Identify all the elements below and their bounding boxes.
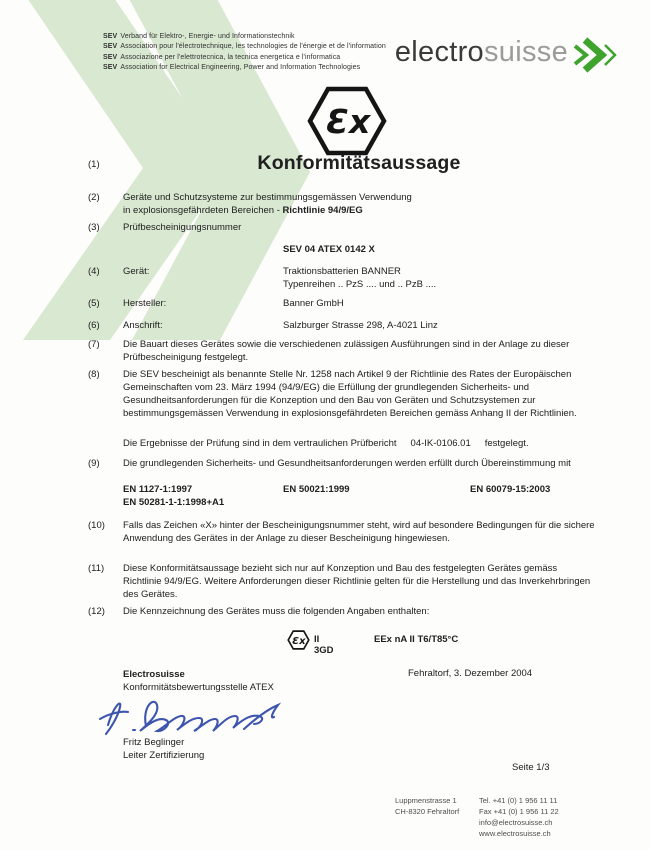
footer-address (395, 795, 459, 817)
item-2-line1: Geräte und Schutzsysteme zur bestimmungsgemässen Verwendung (123, 192, 412, 203)
wordmark-electro: electro (394, 36, 484, 68)
manufacturer-value: Banner GmbH (283, 298, 344, 309)
marking-group: II 3GD (314, 634, 334, 656)
item-number-10: (10) (88, 520, 105, 531)
sev-text: Verband für Elektro-, Energie- und Informationstechnik (120, 33, 295, 40)
certificate-number-label: Prüfbescheinigungsnummer (123, 222, 242, 233)
sev-text: Association for Electrical Engineering, Power and Information Technologies (120, 64, 361, 72)
item-number-3: (3) (88, 222, 100, 233)
sev-prefix: SEV (103, 53, 118, 61)
test-report-post: festgelegt. (484, 438, 529, 449)
svg-text:Ɛx: Ɛx (292, 635, 306, 647)
item-number-7: (7) (88, 339, 100, 350)
page-title: Konformitätsaussage (257, 152, 461, 174)
address-value: Salzburger Strasse 298, A-4021 Linz (283, 320, 438, 331)
footer-tel: Tel. +41 (0) 1 956 11 11 (479, 796, 558, 805)
sev-prefix: SEV (103, 43, 118, 51)
item-number-6: (6) (88, 320, 100, 331)
item-9-paragraph: Die grundlegenden Sicherheits- und Gesundheitsanforderungen werden erfüllt durch Übereinstimmung mit (123, 458, 571, 469)
item-2-paragraph (123, 191, 595, 217)
footer-city: CH-8320 Fehraltorf (395, 807, 460, 816)
issuer-department: Konformitätsbewertungsstelle ATEX (123, 682, 274, 693)
footer-contact (479, 795, 559, 839)
electrosuisse-wordmark (395, 36, 568, 69)
page-number: Seite 1/3 (512, 762, 550, 773)
item-number-5: (5) (88, 298, 100, 309)
item-number-12: (12) (88, 606, 105, 617)
item-12-paragraph: Die Kennzeichnung des Gerätes muss die folgenden Angaben enthalten: (123, 606, 430, 617)
sev-prefix: SEV (103, 64, 118, 72)
standard-en-1127: EN 1127-1:1997 (123, 484, 193, 495)
signer-role: Leiter Zertifizierung (123, 750, 205, 761)
marking-code: EEx nA II T6/T85°C (374, 634, 459, 645)
device-label: Gerät: (123, 266, 150, 277)
electrosuisse-logo (0, 36, 650, 78)
double-chevron-right-icon (571, 37, 617, 73)
standard-en-50021: EN 50021:1999 (283, 484, 350, 495)
test-report-line (123, 437, 595, 450)
sev-text: Association pour l'électrotechnique, les technologies de l'énergie et de l'information (120, 43, 386, 51)
signature-ink (98, 693, 293, 741)
test-report-pre: Die Ergebnisse der Prüfung sind in dem vertraulichen Prüfbericht (123, 438, 397, 449)
item-2-line2-text: in explosionsgefährdeten Bereichen - (123, 205, 283, 216)
footer-web: www.electrosuisse.ch (479, 829, 551, 838)
item-11-paragraph: Diese Konformitätsaussage bezieht sich nur auf Konzeption und Bau des festgelegten Gerätes gemäss Richtlinie 94/9/EG. Weitere Anforderungen dieser Richtlinie gelten für die Herstellung und das Inverkehrbringen des Gerätes. (123, 563, 591, 600)
item-number-2: (2) (88, 192, 100, 203)
device-value (283, 265, 436, 291)
standard-en-50281: EN 50281-1-1:1998+A1 (123, 497, 225, 508)
wordmark-suisse: suisse (484, 36, 568, 68)
item-number-8: (8) (88, 369, 100, 380)
footer-email: info@electrosuisse.ch (479, 818, 553, 827)
test-report-number: 04-IK-0106.01 (410, 438, 471, 449)
footer-fax: Fax +41 (0) 1 956 11 22 (479, 807, 559, 816)
item-number-9: (9) (88, 458, 100, 469)
sev-text: Associazione per l'elettrotecnica, la tecnica energetica e l'informatica (120, 53, 341, 61)
item-10-paragraph: Falls das Zeichen «X» hinter der Bescheinigungsnummer steht, wird auf besondere Bedingungen für die sichere Anwendung des Gerätes in der Anlage zu dieser Bescheinigung hingewiesen. (123, 520, 595, 544)
manufacturer-label: Hersteller: (123, 298, 167, 309)
signer-block (123, 736, 204, 762)
issuer-name: Electrosuisse (123, 669, 185, 680)
item-number-1: (1) (88, 159, 100, 170)
device-value-line2: Typenreihen .. PzS .... und .. PzB .... (283, 279, 437, 290)
atex-ex-hexagon-icon (307, 85, 387, 157)
footer-street: Luppmenstrasse 1 (395, 796, 457, 805)
item-number-4: (4) (88, 266, 100, 277)
place-and-date: Fehraltorf, 3. Dezember 2004 (408, 668, 533, 679)
signer-name: Fritz Beglinger (123, 737, 185, 748)
item-2-line2 (123, 204, 595, 217)
svg-text:Ɛx: Ɛx (326, 102, 371, 141)
certificate-number: SEV 04 ATEX 0142 X (283, 244, 375, 255)
item-7-paragraph: Die Bauart dieses Gerätes sowie die verschiedenen zulässigen Ausführungen sind in der Anlage zu dieser Prüfbescheinigung festgelegt. (123, 339, 570, 363)
standard-en-60079: EN 60079-15:2003 (470, 484, 551, 495)
issuer-block (123, 668, 274, 694)
address-label: Anschrift: (123, 320, 163, 331)
item-number-11: (11) (88, 563, 105, 574)
sev-prefix: SEV (103, 33, 118, 40)
device-value-line1: Traktionsbatterien BANNER (283, 266, 401, 277)
directive-reference: Richtlinie 94/9/EG (282, 205, 363, 216)
atex-ex-hexagon-small-icon (287, 630, 310, 650)
item-8-paragraph: Die SEV bescheinigt als benannte Stelle Nr. 1258 nach Artikel 9 der Richtlinie des Rates der Europäischen Gemeinschaften vom 23. März 1994 (94/9/EG) die Erfüllung der grundlegenden Sicherheits- und Gesundheitsanforderungen für die Konzeption und den Bau von Geräten und Schutzsystemen zur bestimmungsgemässen Verwendung in explosionsgefährdeten Bereichen gemäss Anhang II der Richtlinien. (123, 369, 577, 419)
